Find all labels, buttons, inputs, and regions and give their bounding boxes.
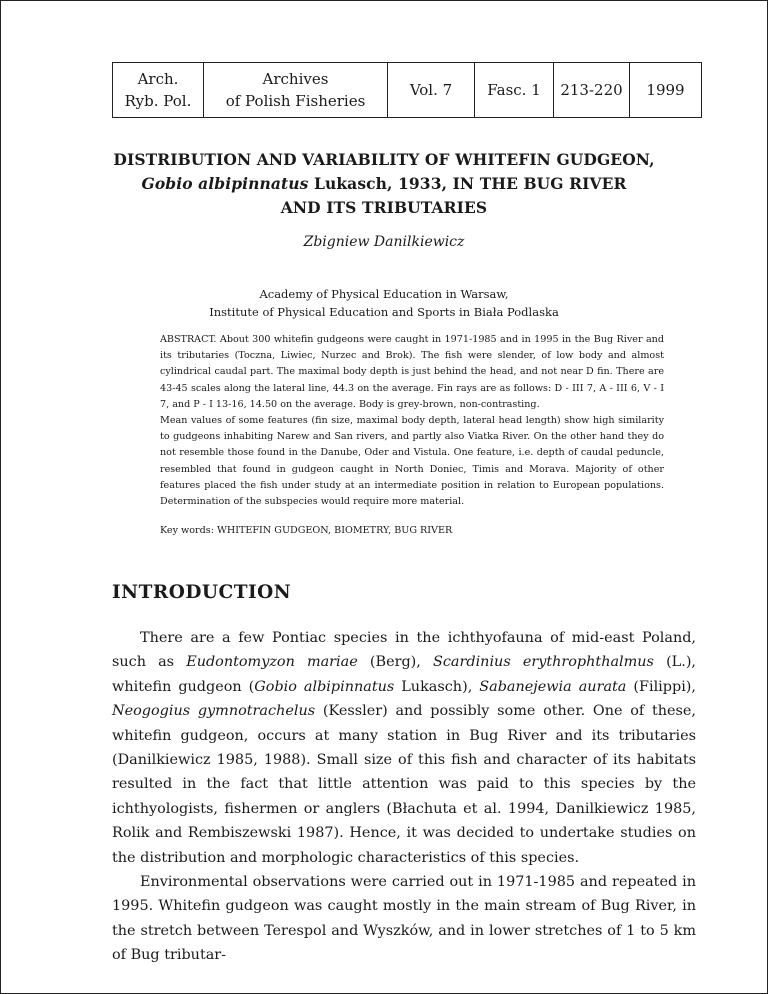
- abstract: [160, 332, 664, 510]
- title-line3: AND ITS TRIBUTARIES: [280, 198, 488, 217]
- volume-cell: Vol. 7: [388, 63, 475, 117]
- year-cell: 1999: [646, 81, 685, 99]
- title-line2-rest: Lukasch, 1933, IN THE BUG RIVER: [308, 174, 627, 193]
- introduction-body: [112, 626, 696, 968]
- journal-name-cell: [204, 63, 388, 117]
- paper-title: [100, 148, 668, 220]
- affiliation: [100, 285, 668, 321]
- abstract-paragraph-2: Mean values of some features (fin size, maximal body depth, lateral head length) show high similarity to gudgeons inhabiting Narew and San rivers, and partly also Viatka River. On the other hand they do not resemble those found in the Danube, Oder and Vistula. One feature, i.e. depth of caudal peduncle, resembled that found in gudgeon caught in North Doniec, Timis and Morava. Majority of other features placed the fish under study at an intermediate position in relation to European populations. Determination of the subspecies would require more material.: [160, 415, 664, 508]
- title-line2: [100, 172, 668, 196]
- journal-abbrev-line1: Arch.: [137, 70, 179, 88]
- section-heading-introduction: INTRODUCTION: [112, 582, 292, 603]
- keywords: Key words: WHITEFIN GUDGEON, BIOMETRY, BUG RIVER: [160, 525, 453, 536]
- species-name: Scardinius erythrophthalmus: [432, 654, 654, 671]
- introduction-paragraph-2: Environmental observations were carried out in 1971-1985 and repeated in 1995. Whitefin gudgeon was caught mostly in the main stream of Bug River, in the stretch between Terespol and Wyszków, and in lower stretches of 1 to 5 km of Bug tributar-: [112, 874, 696, 964]
- species-name: Neogogius gymnotrachelus: [112, 703, 316, 720]
- species-name: Eudontomyzon mariae: [186, 654, 358, 671]
- fascicle-cell: Fasc. 1: [475, 63, 554, 117]
- author-name: Zbigniew Danilkiewicz: [303, 234, 465, 250]
- affiliation-line1: Academy of Physical Education in Warsaw,: [259, 287, 509, 301]
- journal-abbrev-cell: [113, 63, 204, 117]
- species-name: Gobio albipinnatus: [254, 678, 395, 695]
- journal-header-table: [112, 62, 702, 118]
- affiliation-line2: Institute of Physical Education and Sports in Biała Podlaska: [209, 305, 559, 319]
- pages-cell: 213-220: [554, 63, 630, 117]
- introduction-paragraph-1: There are a few Pontiac species in the ichthyofauna of mid-east Poland, such as Eudontomyzon mariae (Berg), Scardinius erythrophthalmus (L.), whitefin gudgeon (Gobio albipinnatus Lukasch), Sabanejewia aurata (Filippi), Neogogius gymnotrachelus (Kessler) and possibly some other. One of these, whitefin gudgeon, occurs at many station in Bug River and its tributaries (Danilkiewicz 1985, 1988). Small size of this fish and character of its habitats resulted in the fact that little attention was paid to this species by the ichthyologists, fishermen or anglers (Błachuta et al. 1994, Danilkiewicz 1985, Rolik and Rembiszewski 1987). Hence, it was decided to undertake studies on the distribution and morphologic characteristics of this species.: [112, 630, 697, 866]
- title-species-name: Gobio albipinnatus: [141, 174, 309, 193]
- journal-name-line1: Archives: [262, 70, 329, 88]
- journal-abbrev-line2: Ryb. Pol.: [124, 92, 192, 110]
- title-line1: DISTRIBUTION AND VARIABILITY OF WHITEFIN GUDGEON,: [113, 150, 655, 169]
- species-name: Sabanejewia aurata: [479, 678, 627, 695]
- journal-name-line2: of Polish Fisheries: [225, 92, 366, 110]
- abstract-paragraph-1: ABSTRACT. About 300 whitefin gudgeons were caught in 1971-1985 and in 1995 in the Bug River and its tributaries (Toczna, Liwiec, Nurzec and Brok). The fish were slender, of low body and almost cylindrical caudal part. The maximal body depth is just behind the head, and not near D fin. There are 43-45 scales along the lateral line, 44.3 on the average. Fin rays are as follows: D - III 7, A - III 6, V - I 7, and P - I 13-16, 14.50 on the average. Body is grey-brown, non-contrasting.: [160, 334, 664, 410]
